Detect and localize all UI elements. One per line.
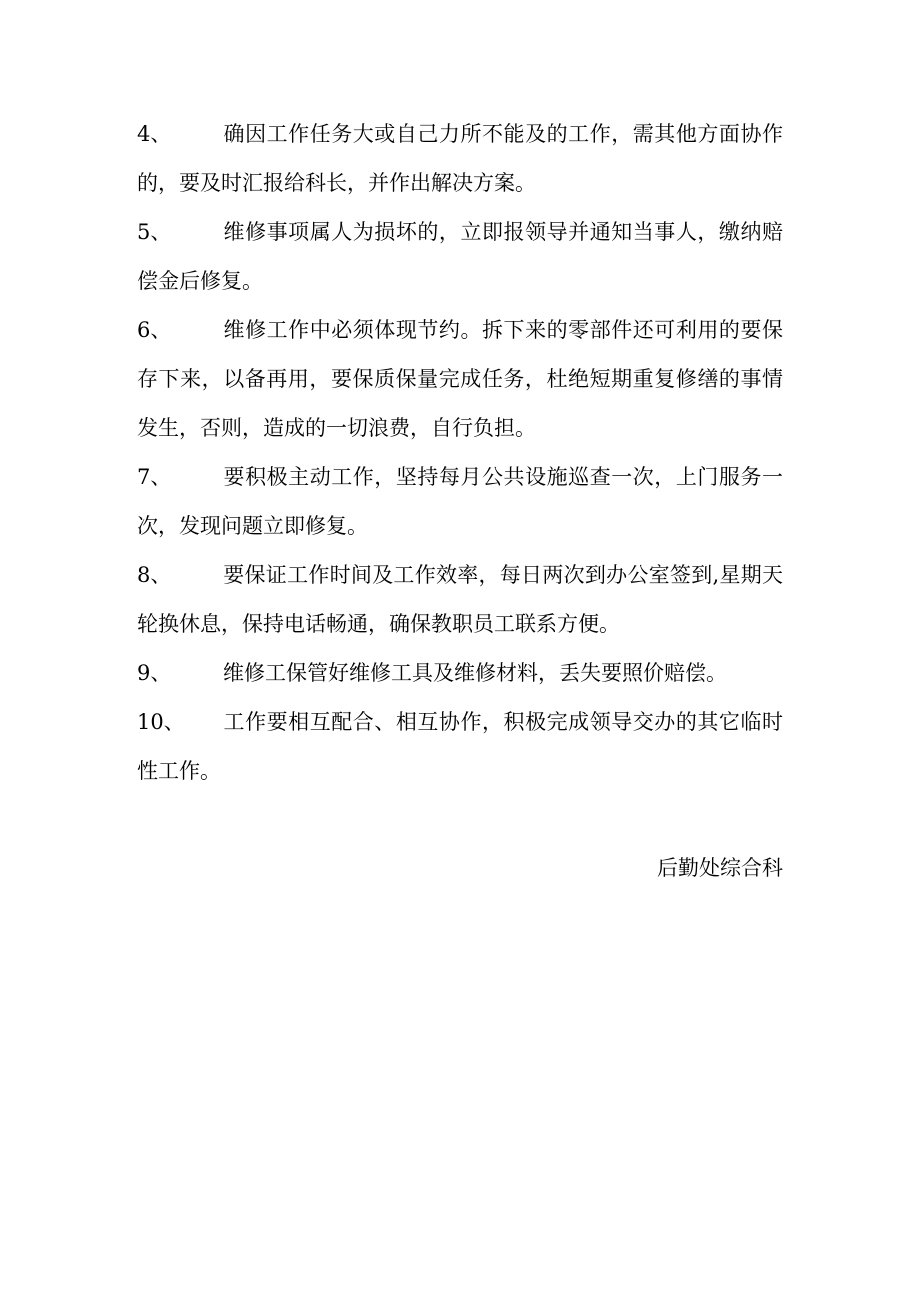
item-number: 4、 [137, 122, 172, 146]
item-text: 确因工作任务大或自己力所不能及的工作，需其他方面协作的，要及时汇报给科长，并作出解决方案。 [137, 122, 783, 195]
list-item [137, 110, 783, 208]
list-item [137, 208, 783, 306]
item-text: 维修工作中必须体现节约。拆下来的零部件还可利用的要保存下来，以备再用，要保质保量完成任务，杜绝短期重复修缮的事情发生，否则，造成的一切浪费，自行负担。 [137, 318, 783, 440]
item-number: 5、 [137, 220, 172, 244]
item-number: 9、 [137, 661, 172, 685]
list-item [137, 649, 783, 698]
item-text: 维修事项属人为损坏的，立即报领导并通知当事人，缴纳赔偿金后修复。 [137, 220, 783, 293]
item-text: 维修工保管好维修工具及维修材料，丢失要照价赔偿。 [223, 661, 727, 685]
list-item [137, 306, 783, 453]
signature: 后勤处综合科 [657, 856, 783, 880]
rules-list [137, 110, 783, 796]
item-text: 要保证工作时间及工作效率，每日两次到办公室签到,星期天轮换休息，保持电话畅通，确保教职员工联系方便。 [137, 563, 783, 636]
item-number: 10、 [137, 710, 185, 734]
list-item [137, 453, 783, 551]
item-text: 工作要相互配合、相互协作，积极完成领导交办的其它临时性工作。 [137, 710, 783, 783]
item-number: 7、 [137, 465, 172, 489]
list-item [137, 551, 783, 649]
item-number: 8、 [137, 563, 172, 587]
item-number: 6、 [137, 318, 172, 342]
list-item [137, 698, 783, 796]
item-text: 要积极主动工作，坚持每月公共设施巡查一次，上门服务一次，发现问题立即修复。 [137, 465, 783, 538]
